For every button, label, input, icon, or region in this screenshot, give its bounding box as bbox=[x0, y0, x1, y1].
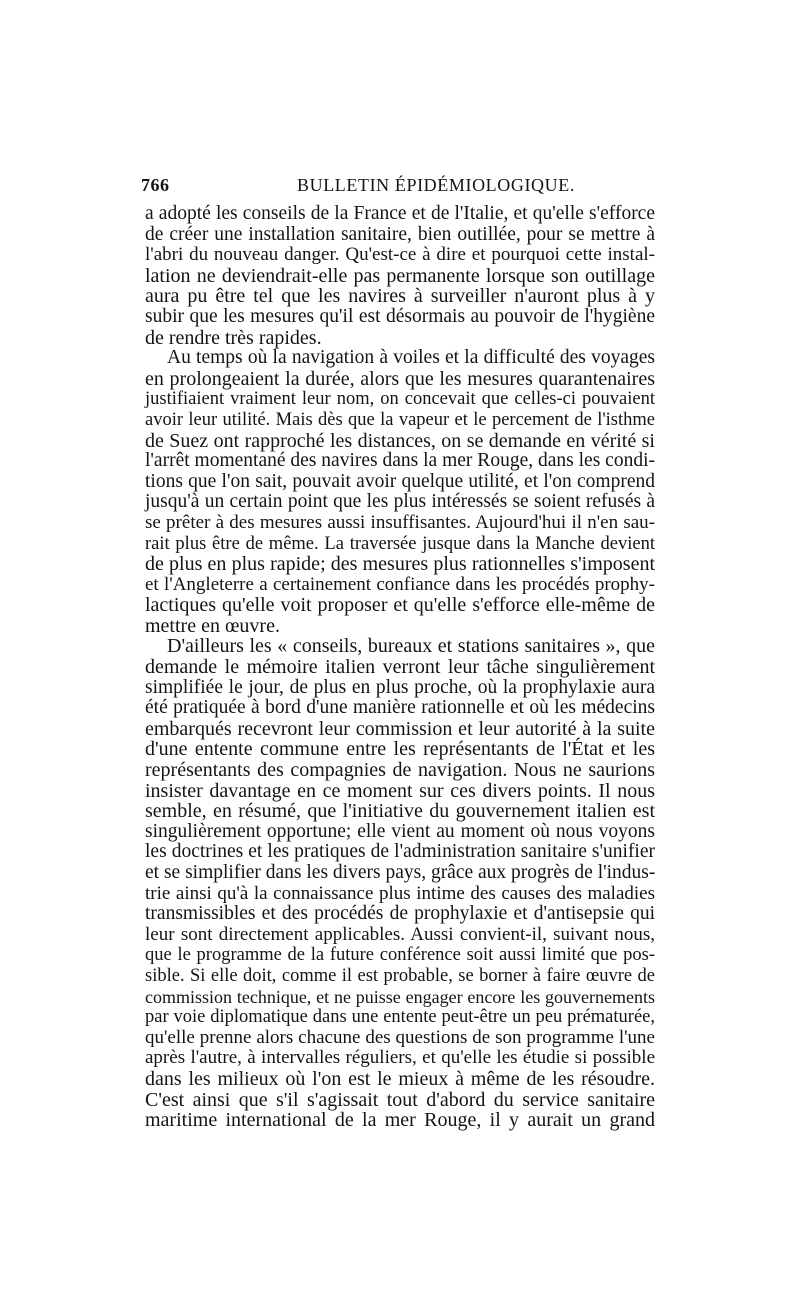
text-line: d'une entente commune entre les représentants de l'État et les bbox=[145, 738, 655, 761]
text-line: lactiques qu'elle voit proposer et qu'elle s'efforce elle-même de bbox=[145, 594, 655, 617]
text-line: D'ailleurs les « conseils, bureaux et stations sanitaires », que bbox=[167, 635, 655, 658]
text-line: simplifiée le jour, de plus en plus proche, où la prophylaxie aura bbox=[145, 676, 655, 698]
text-line: représentants des compagnies de navigation. Nous ne saurions bbox=[145, 759, 655, 782]
text-line: et l'Angleterre a certainement confiance dans les procédés prophy- bbox=[145, 573, 655, 595]
journal-title: BULLETIN ÉPIDÉMIOLOGIQUE. bbox=[297, 175, 575, 195]
text-line: rait plus être de même. La traversée jusque dans la Manche devient bbox=[145, 533, 655, 554]
text-line: embarqués recevront leur commission et leur autorité à la suite bbox=[145, 717, 655, 740]
text-line: aura pu être tel que les navires à surveiller n'auront plus à y bbox=[145, 285, 655, 308]
body-text bbox=[145, 204, 655, 1131]
text-line: dans les milieux où l'on est le mieux à même de les résoudre. bbox=[145, 1067, 655, 1090]
text-line: et se simplifier dans les divers pays, grâce aux progrès de l'indus- bbox=[145, 862, 656, 883]
text-line: après l'autre, à intervalles réguliers, et qu'elle les étudie si possible bbox=[145, 1047, 655, 1069]
text-line: de créer une installation sanitaire, bien outillée, pour se mettre à bbox=[145, 223, 655, 245]
text-line: lation ne deviendrait-elle pas permanente lorsque son outillage bbox=[145, 264, 655, 287]
text-line: a adopté les conseils de la France et de l'Italie, et qu'elle s'efforce bbox=[145, 203, 655, 224]
text-line: été pratiquée à bord d'une manière rationnelle et où les médecins bbox=[145, 697, 655, 719]
text-line: de Suez ont rapproché les distances, on se demande en vérité si bbox=[145, 429, 655, 452]
text-line: singulièrement opportune; elle vient au moment où nous voyons bbox=[145, 820, 655, 842]
document-page bbox=[141, 175, 656, 1132]
text-line: trie ainsi qu'à la connaissance plus intime des causes des maladies bbox=[145, 882, 655, 904]
text-line: se prêter à des mesures aussi insuffisantes. Aujourd'hui il n'en sau- bbox=[145, 511, 655, 533]
page-number: 766 bbox=[141, 175, 170, 195]
text-line: l'abri du nouveau danger. Qu'est-ce à dire et pourquoi cette instal- bbox=[145, 244, 655, 266]
text-line: demande le mémoire italien verront leur tâche singulièrement bbox=[145, 656, 655, 679]
text-line: insister davantage en ce moment sur ces divers points. Il nous bbox=[145, 779, 655, 802]
text-line: maritime international de la mer Rouge, il y aurait un grand bbox=[145, 1109, 655, 1132]
text-line: transmissibles et des procédés de prophylaxie et d'antisepsie qui bbox=[145, 903, 655, 925]
text-line: subir que les mesures qu'il est désormais au pouvoir de l'hygiène bbox=[145, 305, 655, 327]
text-line: de plus en plus rapide; des mesures plus rationnelles s'imposent bbox=[145, 553, 655, 576]
text-line: C'est ainsi que s'il s'agissait tout d'abord du service sanitaire bbox=[145, 1088, 655, 1111]
text-line: en prolongeaient la durée, alors que les mesures quarantenaires bbox=[145, 367, 655, 390]
text-line: semble, en résumé, que l'initiative du gouvernement italien est bbox=[145, 800, 655, 823]
text-line: commission technique, et ne puisse engager encore les gouvernements bbox=[145, 986, 655, 1007]
text-line: par voie diplomatique dans une entente peut-être un peu prématurée, bbox=[145, 1007, 655, 1028]
text-line: les doctrines et les pratiques de l'administration sanitaire s'unifier bbox=[145, 841, 655, 863]
text-line: Au temps où la navigation à voiles et la difficulté des voyages bbox=[167, 347, 655, 369]
text-line: mettre en œuvre. bbox=[145, 614, 280, 637]
running-head bbox=[141, 175, 655, 197]
text-line: de rendre très rapides. bbox=[145, 326, 322, 349]
text-line: justifiaient vraiment leur nom, on concevait que celles-ci pouvaient bbox=[145, 389, 655, 410]
text-line: sible. Si elle doit, comme il est probable, se borner à faire œuvre de bbox=[145, 965, 655, 986]
text-line: qu'elle prenne alors chacune des questions de son programme l'une bbox=[145, 1026, 655, 1048]
text-line: tions que l'on sait, pouvait avoir quelque utilité, et l'on comprend bbox=[145, 470, 655, 492]
text-line: que le programme de la future conférence soit aussi limité que pos- bbox=[145, 945, 655, 966]
text-line: jusqu'à un certain point que les plus intéressés se soient refusés à bbox=[145, 491, 655, 513]
text-line: avoir leur utilité. Mais dès que la vapeur et le percement de l'isthme bbox=[145, 409, 655, 430]
text-line: l'arrêt momentané des navires dans la mer Rouge, dans les condi- bbox=[145, 450, 655, 472]
text-line: leur sont directement applicables. Aussi convient-il, suivant nous, bbox=[145, 923, 655, 945]
